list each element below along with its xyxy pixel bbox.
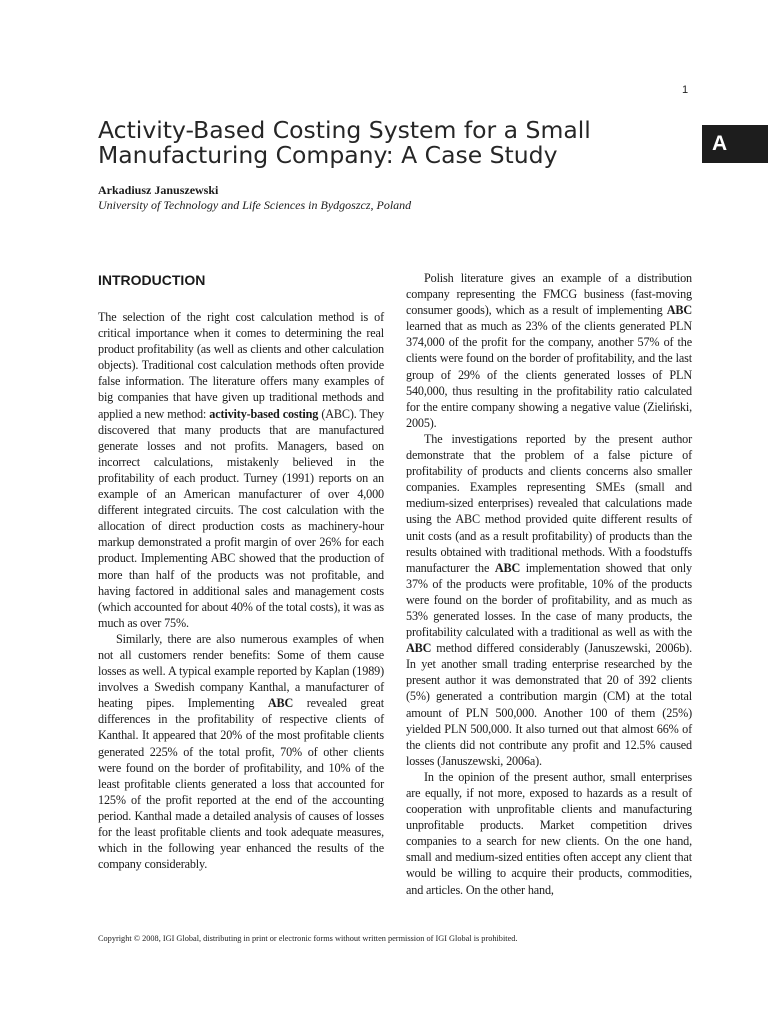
page-number: 1 (682, 84, 689, 96)
paragraph (98, 631, 384, 872)
bold-term: ABC (666, 303, 692, 318)
paragraph-text: revealed great differences in the profitability of respective clients of Kanthal. It appeared that 20% of the most profitable clients generated 225% of the total profit, 70% of other clients were found on the border of profitability, and 10% of the least profitable clients generated a loss that accounted for 125% of the profit reported at the end of the accounting period. Kanthal made a detailed analysis of causes of losses for the least profitable clients and took adequate measures, which in the following year enhanced the results of the company considerably. (98, 696, 384, 872)
paragraph (98, 309, 384, 631)
paragraph-text: implementation showed that only 37% of the products were profitable, 10% of the products were found on the border of profitability, and as much as 53% generated losses. In the case of many products, the profitability calculated with a traditional as well as with the (406, 560, 692, 640)
bold-term: ABC (267, 696, 294, 711)
right-column (406, 270, 692, 898)
paragraph (406, 431, 692, 769)
paragraph-text: learned that as much as 23% of the clients generated PLN 374,000 of the profit for the company, another 57% of the clients were found on the border of profitability, and the last group of 29% of the clients generated losses of PLN 540,000, thus resulting in the profitability ratio calculated for the entire company showing a negative value (Zieliński, 2005). (406, 319, 692, 430)
paragraph (406, 270, 692, 431)
paragraph-text: The investigations reported by the present author demonstrate that the problem of a false picture of profitability of products and clients concerns also smaller companies. Examples representing SMEs (small and medium-sized enterprises) revealed that calculations made using the ABC method provided quite different results of unit costs (and as a result profitability) of products than the results obtained with traditional methods. With a foodstuffs manufacturer the (406, 431, 692, 575)
paragraph: In the opinion of the present author, small enterprises are equally, if not more, exposed to hazards as a result of cooperation with unprofitable clients and manufacturing unprofitable products. Market competition drives companies to a search for new clients. On the one hand, small and medium-sized entities often accept any client that would be willing to acquire their products, commodities, and articles. On the other hand, (406, 769, 692, 897)
introduction-heading: INTRODUCTION (98, 272, 206, 288)
paragraph-text: The selection of the right cost calculation method is of critical importance when it comes to determining the real product profitability (as well as clients and other calculation objects). Traditional cost calculation methods often provide false information. The literature offers many examples of big companies that have given up traditional methods and applied a new method: (98, 310, 384, 421)
bold-term: ABC (406, 641, 432, 656)
paragraph-text: method differed considerably (Januszewski, 2006b). In yet another small trading enterprise researched by the present author it was demonstrated that 20 of 392 clients (5%) generated a contribution margin (CM) at the total amount of PLN 500,000. Another 100 of them (25%) yielded PLN 500,000. It also turned out that almost 66% of the clients did not contribute any profit and 12.5% caused losses (Januszewski, 2006a). (406, 641, 692, 768)
left-column (98, 272, 384, 872)
bold-term: activity-based costing (209, 406, 319, 421)
copyright-footer: Copyright © 2008, IGI Global, distributing in print or electronic forms without written permission of IGI Global is prohibited. (98, 934, 518, 943)
section-letter-tab: A (702, 125, 768, 163)
article-title: Activity-Based Costing System for a Small Manufacturing Company: A Case Study (98, 116, 591, 169)
author-name: Arkadiusz Januszewski (98, 183, 219, 197)
paragraph-text: (ABC). They discovered that many products that are manufactured generate losses and not profits. Managers, based on incorrect calculations, mistakenly believed in the profitability of each product. Turney (1991) reports on an example of an American manufacturer of over 4,000 different integrated circuits. The cost calculation with the allocation of direct production costs as machinery-hour markup demonstrated a profit margin of over 26% for each product. Implementing ABC showed that the production of more than half of the products was not profitable, and having factored in additional sales and management costs (which accounted for about 40% of the total costs), it was as much as over 75%. (98, 406, 384, 630)
paragraph-text: Polish literature gives an example of a distribution company representing the FMCG business (fast-moving consumer goods), which as a result of implementing (406, 271, 692, 318)
author-affiliation: University of Technology and Life Sciences in Bydgoszcz, Poland (98, 198, 412, 212)
paragraph-text: Similarly, there are also numerous examples of when not all customers render benefits: Some of them cause losses as well. A typical example reported by Kaplan (1989) involves a Swedish company Kanthal, a manufacturer of heating pipes. Implementing (98, 631, 384, 711)
bold-term: ABC (494, 560, 521, 575)
